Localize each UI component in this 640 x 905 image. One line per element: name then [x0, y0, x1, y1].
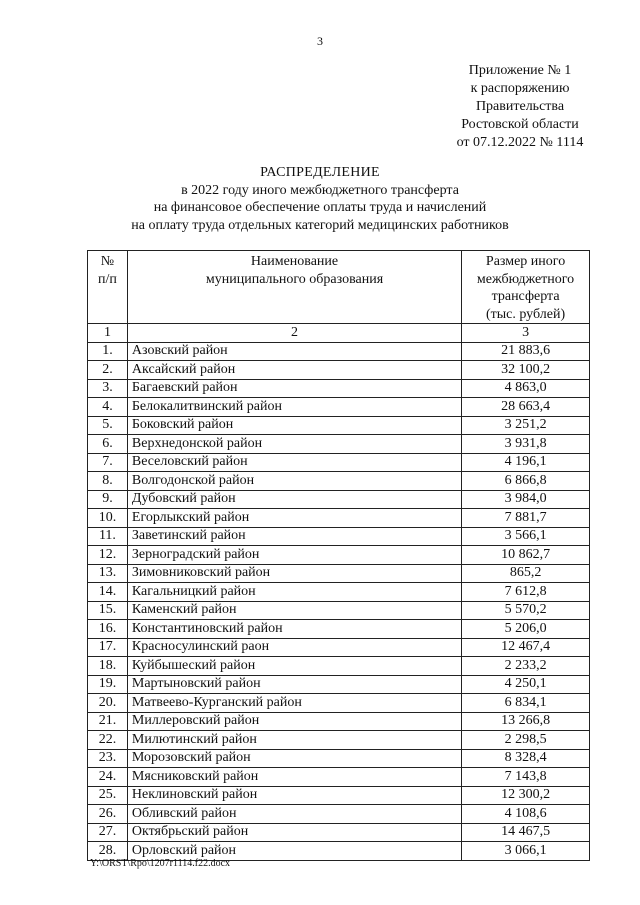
- municipality-name: Заветинский район: [127, 527, 461, 546]
- header-municipality: Наименованиe муниципального образования: [127, 251, 461, 324]
- row-number: 20.: [88, 694, 128, 713]
- header-transfer-amount: Размер иного межбюджетного трансферта (тыс. рублей): [462, 251, 590, 324]
- transfer-amount: 6 866,8: [462, 472, 590, 491]
- municipality-name: Миллеровский район: [127, 712, 461, 731]
- row-number: 8.: [88, 472, 128, 491]
- municipality-name: Боковский район: [127, 416, 461, 435]
- transfer-amount: 4 196,1: [462, 453, 590, 472]
- appendix-line: Ростовской области: [461, 117, 579, 132]
- row-number: 2.: [88, 361, 128, 380]
- transfer-amount: 3 984,0: [462, 490, 590, 509]
- table-row: [88, 620, 590, 639]
- transfer-amount: 3 566,1: [462, 527, 590, 546]
- municipality-name: Константиновский район: [127, 620, 461, 639]
- column-numbering-row: [88, 324, 590, 343]
- row-number: 17.: [88, 638, 128, 657]
- table-row: [88, 657, 590, 676]
- municipality-name: Обливский район: [127, 805, 461, 824]
- table-row: [88, 731, 590, 750]
- row-number: 11.: [88, 527, 128, 546]
- table-row: [88, 638, 590, 657]
- table-row: [88, 546, 590, 565]
- row-number: 1.: [88, 342, 128, 361]
- column-index: 2: [127, 324, 461, 343]
- transfer-amount: 7 881,7: [462, 509, 590, 528]
- transfer-amount: 6 834,1: [462, 694, 590, 713]
- table-row: [88, 490, 590, 509]
- municipality-name: Волгодонской район: [127, 472, 461, 491]
- municipality-name: Багаевский район: [127, 379, 461, 398]
- table-header-row: [88, 251, 590, 324]
- title-line: в 2022 году иного межбюджетного трансферта: [181, 182, 459, 198]
- row-number: 3.: [88, 379, 128, 398]
- transfer-amount: 5 570,2: [462, 601, 590, 620]
- transfer-amount: 14 467,5: [462, 823, 590, 842]
- row-number: 5.: [88, 416, 128, 435]
- municipality-name: Мясниковский район: [127, 768, 461, 787]
- transfer-amount: 10 862,7: [462, 546, 590, 565]
- municipality-name: Зерноградский район: [127, 546, 461, 565]
- transfer-amount: 32 100,2: [462, 361, 590, 380]
- transfer-amount: 2 233,2: [462, 657, 590, 676]
- municipality-name: Мартыновский район: [127, 675, 461, 694]
- row-number: 21.: [88, 712, 128, 731]
- table-row: [88, 675, 590, 694]
- table-row: [88, 398, 590, 417]
- document-title: [0, 164, 640, 234]
- transfer-amount: 3 931,8: [462, 435, 590, 454]
- row-number: 9.: [88, 490, 128, 509]
- municipality-name: Неклиновский район: [127, 786, 461, 805]
- transfer-amount: 4 108,6: [462, 805, 590, 824]
- transfer-amount: 13 266,8: [462, 712, 590, 731]
- page-number: 3: [317, 34, 323, 48]
- row-number: 19.: [88, 675, 128, 694]
- table-row: [88, 805, 590, 824]
- row-number: 23.: [88, 749, 128, 768]
- transfer-amount: 28 663,4: [462, 398, 590, 417]
- file-path-footer: Y:\ORST\Rpo\1207r1114.f22.docx: [90, 858, 231, 869]
- appendix-line: Правительства: [475, 99, 565, 114]
- transfer-amount: 3 251,2: [462, 416, 590, 435]
- table-row: [88, 694, 590, 713]
- municipality-name: Орловский район: [127, 842, 461, 861]
- municipality-name: Каменский район: [127, 601, 461, 620]
- appendix-line: Приложение № 1: [468, 63, 572, 78]
- title-line: на финансовое обеспечение оплаты труда и начислений: [153, 200, 487, 215]
- row-number: 18.: [88, 657, 128, 676]
- municipality-name: Красносулинский раон: [127, 638, 461, 657]
- appendix-line: от 07.12.2022 № 1114: [456, 135, 584, 150]
- table-row: [88, 768, 590, 787]
- row-number: 22.: [88, 731, 128, 750]
- row-number: 7.: [88, 453, 128, 472]
- header-number: № п/п: [88, 251, 128, 324]
- row-number: 4.: [88, 398, 128, 417]
- row-number: 13.: [88, 564, 128, 583]
- table-row: [88, 527, 590, 546]
- municipality-name: Кагальницкий район: [127, 583, 461, 602]
- table-row: [88, 823, 590, 842]
- row-number: 10.: [88, 509, 128, 528]
- transfer-amount: 2 298,5: [462, 731, 590, 750]
- row-number: 26.: [88, 805, 128, 824]
- transfer-amount: 5 206,0: [462, 620, 590, 639]
- table-row: [88, 416, 590, 435]
- row-number: 25.: [88, 786, 128, 805]
- table-row: [88, 509, 590, 528]
- transfer-amount: 3 066,1: [462, 842, 590, 861]
- transfer-amount: 865,2: [462, 564, 590, 583]
- municipality-name: Милютинский район: [127, 731, 461, 750]
- table-row: [88, 342, 590, 361]
- row-number: 24.: [88, 768, 128, 787]
- transfer-amount: 4 863,0: [462, 379, 590, 398]
- table-row: [88, 786, 590, 805]
- appendix-block: [440, 62, 600, 152]
- municipality-name: Дубовский район: [127, 490, 461, 509]
- municipality-name: Азовский район: [127, 342, 461, 361]
- transfer-amount: 7 143,8: [462, 768, 590, 787]
- column-index: 3: [462, 324, 590, 343]
- municipality-name: Куйбышеский район: [127, 657, 461, 676]
- table-row: [88, 601, 590, 620]
- municipality-name: Матвеево-Курганский район: [127, 694, 461, 713]
- transfer-amount: 4 250,1: [462, 675, 590, 694]
- municipality-name: Белокалитвинский район: [127, 398, 461, 417]
- column-index: 1: [88, 324, 128, 343]
- distribution-table: [87, 250, 590, 861]
- transfer-amount: 12 467,4: [462, 638, 590, 657]
- municipality-name: Зимовниковский район: [127, 564, 461, 583]
- table-row: [88, 712, 590, 731]
- table-row: [88, 583, 590, 602]
- row-number: 15.: [88, 601, 128, 620]
- municipality-name: Октябрьский район: [127, 823, 461, 842]
- table-row: [88, 564, 590, 583]
- municipality-name: Веселовский район: [127, 453, 461, 472]
- table-row: [88, 472, 590, 491]
- row-number: 16.: [88, 620, 128, 639]
- row-number: 12.: [88, 546, 128, 565]
- municipality-name: Морозовский район: [127, 749, 461, 768]
- row-number: 28.: [88, 842, 128, 861]
- appendix-line: к распоряжению: [470, 81, 570, 96]
- title-line: на оплату труда отдельных категорий медицинских работников: [131, 217, 509, 233]
- transfer-amount: 12 300,2: [462, 786, 590, 805]
- transfer-amount: 8 328,4: [462, 749, 590, 768]
- municipality-name: Егорлыкский район: [127, 509, 461, 528]
- transfer-amount: 7 612,8: [462, 583, 590, 602]
- row-number: 14.: [88, 583, 128, 602]
- transfer-amount: 21 883,6: [462, 342, 590, 361]
- row-number: 6.: [88, 435, 128, 454]
- table-row: [88, 453, 590, 472]
- table-row: [88, 379, 590, 398]
- table-row: [88, 749, 590, 768]
- title-heading: РАСПРЕДЕЛЕНИЕ: [260, 165, 380, 180]
- municipality-name: Аксайский район: [127, 361, 461, 380]
- municipality-name: Верхнедонской район: [127, 435, 461, 454]
- table-row: [88, 361, 590, 380]
- table-row: [88, 435, 590, 454]
- row-number: 27.: [88, 823, 128, 842]
